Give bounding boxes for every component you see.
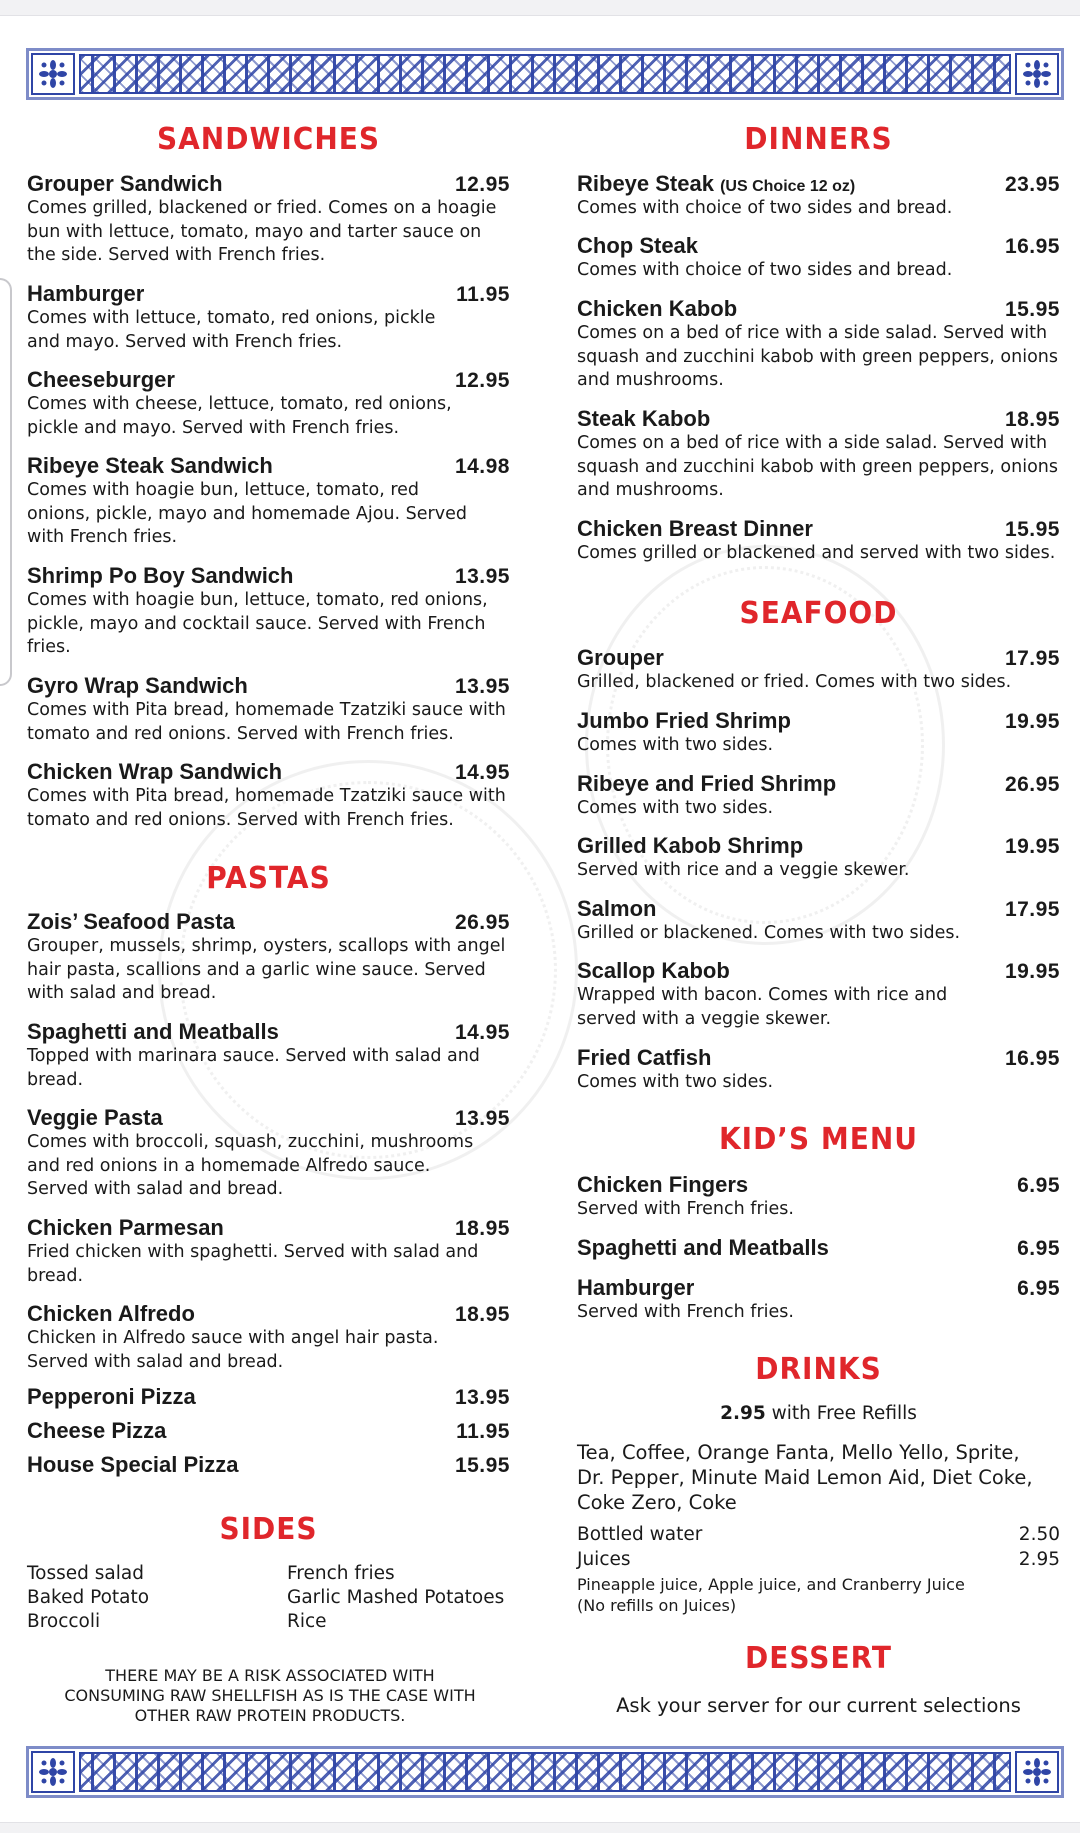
sides-column-left [27, 1562, 277, 1634]
menu-item [577, 1172, 1060, 1222]
menu-item [577, 233, 1060, 283]
item-price: 18.95 [1004, 408, 1060, 431]
menu-item [27, 759, 510, 832]
juices-description [577, 1574, 1060, 1616]
side-item: Garlic Mashed Potatoes [287, 1587, 505, 1608]
menu-item [27, 563, 510, 660]
menu-item [27, 673, 510, 746]
item-price: 17.95 [1004, 898, 1060, 921]
item-note: (US Choice 12 oz) [720, 178, 856, 195]
item-description: Grilled or blackened. Comes with two sides. [577, 923, 961, 943]
item-description: Comes with lettuce, tomato, red onions, pickle and mayo. Served with French fries. [27, 308, 436, 352]
item-description: Fried chicken with spaghetti. Served with salad and bread. [27, 1242, 479, 1286]
dinners-heading: DINNERS [744, 120, 893, 157]
item-price: 6.95 [1017, 1174, 1060, 1197]
item-description: Wrapped with bacon. Comes with rice and served with a veggie skewer. [577, 985, 948, 1029]
refill-price: 2.95 [720, 1403, 766, 1424]
item-name: Ribeye and Fried Shrimp [577, 771, 837, 796]
item-price: 13.95 [454, 565, 510, 588]
raw-shellfish-warning: THERE MAY BE A RISK ASSOCIATED WITH CONSUMING RAW SHELLFISH AS IS THE CASE WITH OTHER RAW PROTEIN PRODUCTS. [64, 1666, 476, 1725]
item-description: Served with French fries. [577, 1199, 794, 1219]
menu-item [577, 833, 1060, 883]
menu-item [577, 516, 1060, 566]
item-name: Veggie Pasta [27, 1105, 163, 1130]
menu-item [577, 771, 1060, 821]
menu-item [577, 1235, 1060, 1261]
drinks-heading: DRINKS [755, 1350, 882, 1387]
kids-menu-heading: KID’S MENU [718, 1120, 919, 1157]
item-name: Ribeye Steak Sandwich [27, 453, 273, 478]
menu-item [27, 1301, 510, 1374]
item-price: 19.95 [1004, 710, 1060, 733]
menu-item [27, 367, 510, 440]
item-price: 26.95 [1004, 773, 1060, 796]
item-price: 23.95 [1004, 173, 1060, 196]
side-item: French fries [287, 1563, 395, 1584]
menu-item [27, 909, 510, 1006]
menu-item [577, 958, 1060, 1031]
item-name: Zois’ Seafood Pasta [27, 909, 235, 934]
item-price: 15.95 [454, 1454, 510, 1477]
item-description: Comes on a bed of rice with a side salad. Served with squash and zucchini kabob with green peppers, onions and mushrooms. [577, 433, 1058, 500]
greek-pattern [79, 54, 1011, 94]
item-name: Chicken Fingers [577, 1172, 749, 1197]
item-name: Hamburger [27, 281, 145, 306]
side-item: Tossed salad [27, 1563, 144, 1584]
flower-icon [31, 1751, 75, 1793]
menu-item [577, 645, 1060, 695]
item-description: Topped with marinara sauce. Served with salad and bread. [27, 1046, 480, 1090]
sandwiches-heading: SANDWICHES [156, 120, 381, 157]
menu-item [577, 708, 1060, 758]
item-name: Grouper Sandwich [27, 171, 223, 196]
item-name: Scallop Kabob [577, 958, 730, 983]
item-price: 15.95 [1004, 518, 1060, 541]
greek-border-top [26, 48, 1064, 100]
item-description: Comes with two sides. [577, 798, 774, 818]
item-price: 13.95 [454, 1107, 510, 1130]
menu-item [27, 1418, 510, 1444]
item-name: Chop Steak [577, 233, 699, 258]
sides-heading: SIDES [219, 1510, 318, 1547]
item-price: 12.95 [454, 173, 510, 196]
item-description: Served with French fries. [577, 1302, 794, 1322]
item-name: Grilled Kabob Shrimp [577, 833, 804, 858]
item-name: Cheeseburger [27, 367, 175, 392]
item-name: Steak Kabob [577, 406, 711, 431]
drinks-list: Tea, Coffee, Orange Fanta, Mello Yello, Sprite, Dr. Pepper, Minute Maid Lemon Aid, Diet Coke, Coke Zero, Coke [577, 1441, 1033, 1514]
menu-item [577, 171, 1060, 221]
item-description: Comes with choice of two sides and bread. [577, 198, 953, 218]
dessert-text: Ask your server for our current selections [616, 1694, 1021, 1717]
item-price: 19.95 [1004, 960, 1060, 983]
scroll-handle[interactable] [0, 278, 12, 686]
refill-line [577, 1402, 1060, 1426]
menu-item [27, 1105, 510, 1202]
item-description: Comes with hoagie bun, lettuce, tomato, red onions, pickle, mayo and cocktail sauce. Served with French fries. [27, 590, 488, 657]
item-description: Comes with hoagie bun, lettuce, tomato, red onions, pickle, mayo and homemade Ajou. Served with French fries. [27, 480, 467, 547]
bottled-water-label: Bottled water [577, 1524, 703, 1545]
juices-price: 2.95 [1018, 1549, 1060, 1570]
item-price: 26.95 [454, 911, 510, 934]
sides-column-right [287, 1562, 527, 1634]
item-price: 15.95 [1004, 298, 1060, 321]
menu-item [577, 896, 1060, 946]
item-description: Comes with Pita bread, homemade Tzatziki sauce with tomato and red onions. Served with French fries. [27, 700, 506, 744]
item-name: Fried Catfish [577, 1045, 712, 1070]
top-bar [0, 0, 1080, 16]
item-name: Salmon [577, 896, 657, 921]
item-price: 16.95 [1004, 1047, 1060, 1070]
menu-item [27, 1452, 510, 1478]
item-name: Chicken Wrap Sandwich [27, 759, 283, 784]
item-description: Comes grilled or blackened and served with two sides. [577, 543, 1056, 563]
item-description: Grouper, mussels, shrimp, oysters, scallops with angel hair pasta, scallions and a garlic wine sauce. Served with salad and bread. [27, 936, 506, 1003]
dessert-heading: DESSERT [745, 1639, 892, 1676]
item-name: Ribeye Steak (US Choice 12 oz) [577, 171, 856, 196]
menu-item [27, 1215, 510, 1288]
item-name: Chicken Breast Dinner [577, 516, 813, 541]
menu-item [27, 171, 510, 268]
item-name: Chicken Parmesan [27, 1215, 224, 1240]
item-price: 6.95 [1017, 1237, 1060, 1260]
item-description: Comes with two sides. [577, 735, 774, 755]
side-item: Rice [287, 1611, 327, 1632]
side-item: Broccoli [27, 1611, 101, 1632]
menu-item [27, 453, 510, 550]
item-description: Comes with cheese, lettuce, tomato, red onions, pickle and mayo. Served with French fries. [27, 394, 452, 438]
item-price: 11.95 [456, 1420, 510, 1443]
bottled-water-row [577, 1523, 1060, 1547]
item-price: 14.95 [454, 761, 510, 784]
item-price: 19.95 [1004, 835, 1060, 858]
menu-item [27, 281, 510, 354]
menu-item [577, 296, 1060, 393]
item-price: 17.95 [1004, 647, 1060, 670]
item-price: 13.95 [454, 1386, 510, 1409]
menu-item [577, 1045, 1060, 1095]
item-name: Shrimp Po Boy Sandwich [27, 563, 294, 588]
juices-note: (No refills on Juices) [577, 1596, 737, 1615]
item-name: Hamburger [577, 1275, 695, 1300]
item-description: Comes with two sides. [577, 1072, 774, 1092]
bottom-bar [0, 1822, 1080, 1833]
item-price: 11.95 [456, 283, 510, 306]
seafood-heading: SEAFOOD [739, 594, 898, 631]
item-name: Spaghetti and Meatballs [577, 1235, 829, 1260]
bottled-water-price: 2.50 [1018, 1524, 1060, 1545]
item-price: 6.95 [1017, 1277, 1060, 1300]
item-price: 14.98 [454, 455, 510, 478]
item-name: Gyro Wrap Sandwich [27, 673, 248, 698]
item-name: Chicken Kabob [577, 296, 738, 321]
item-price: 18.95 [454, 1303, 510, 1326]
menu-item [577, 406, 1060, 503]
greek-border-bottom [26, 1746, 1064, 1798]
item-price: 13.95 [454, 675, 510, 698]
item-name: Spaghetti and Meatballs [27, 1019, 279, 1044]
flower-icon [1015, 53, 1059, 95]
item-name: Jumbo Fried Shrimp [577, 708, 791, 733]
pastas-heading: PASTAS [206, 859, 331, 896]
item-name: Cheese Pizza [27, 1418, 167, 1443]
juices-row [577, 1548, 1060, 1572]
item-description: Served with rice and a veggie skewer. [577, 860, 910, 880]
item-description: Grilled, blackened or fried. Comes with two sides. [577, 672, 1012, 692]
item-name: Grouper [577, 645, 664, 670]
greek-pattern [79, 1752, 1011, 1792]
menu-item [27, 1019, 510, 1092]
item-price: 16.95 [1004, 235, 1060, 258]
item-description: Comes grilled, blackened or fried. Comes on a hoagie bun with lettuce, tomato, mayo and tarter sauce on the side. Served with French fries. [27, 198, 497, 265]
item-price: 14.95 [454, 1021, 510, 1044]
item-price: 18.95 [454, 1217, 510, 1240]
flower-icon [1015, 1751, 1059, 1793]
item-description: Chicken in Alfredo sauce with angel hair pasta. Served with salad and bread. [27, 1328, 439, 1372]
item-price: 12.95 [454, 369, 510, 392]
item-name: House Special Pizza [27, 1452, 239, 1477]
item-description: Comes with choice of two sides and bread. [577, 260, 953, 280]
item-description: Comes with broccoli, squash, zucchini, mushrooms and red onions in a homemade Alfredo sauce. Served with salad and bread. [27, 1132, 474, 1199]
item-description: Comes on a bed of rice with a side salad. Served with squash and zucchini kabob with green peppers, onions and mushrooms. [577, 323, 1058, 390]
item-name: Pepperoni Pizza [27, 1384, 196, 1409]
menu-item [577, 1275, 1060, 1325]
refill-text: with Free Refills [771, 1403, 917, 1424]
item-description: Comes with Pita bread, homemade Tzatziki sauce with tomato and red onions. Served with French fries. [27, 786, 506, 830]
juices-list: Pineapple juice, Apple juice, and Cranberry Juice [577, 1575, 965, 1594]
flower-icon [31, 53, 75, 95]
side-item: Baked Potato [27, 1587, 150, 1608]
item-name: Chicken Alfredo [27, 1301, 195, 1326]
juices-label: Juices [577, 1549, 631, 1570]
menu-item [27, 1384, 510, 1410]
